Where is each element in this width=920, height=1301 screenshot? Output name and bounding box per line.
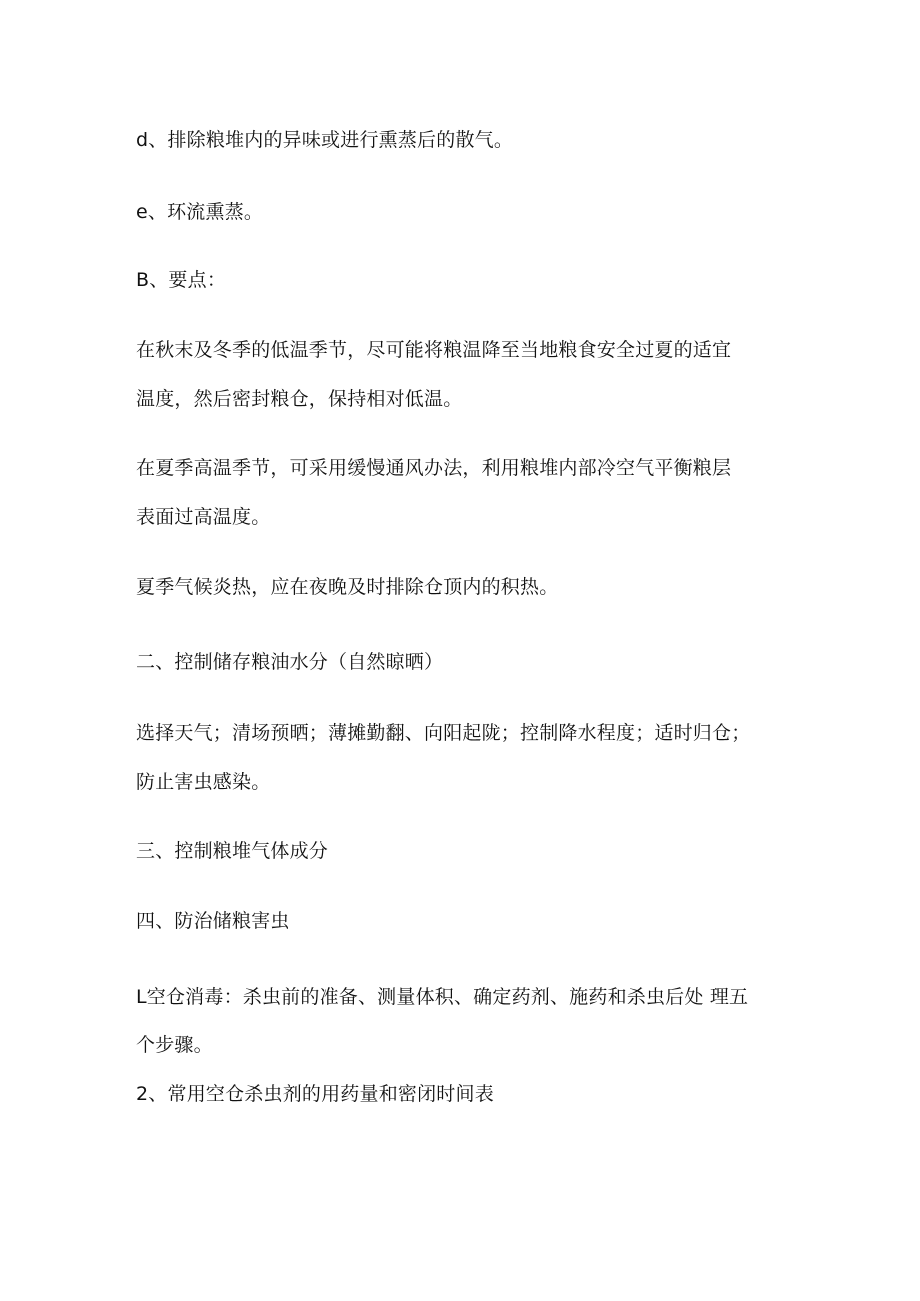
text-line-autumn-winter-1: 在秋末及冬季的低温季节，尽可能将粮温降至当地粮食安全过夏的适宜: [136, 339, 732, 361]
text-line-autumn-winter-2: 温度，然后密封粮仓，保持相对低温。: [136, 388, 463, 410]
section-heading-gas-composition: 三、控制粮堆气体成分: [136, 840, 329, 862]
text-line-drying-steps-1: 选择天气；清场预晒；薄摊勤翻、向阳起陇；控制降水程度；适时归仓；: [136, 722, 751, 744]
text-line-empty-warehouse-2: 个步骤。: [136, 1034, 213, 1056]
text-line-circulation-fumigation: e、环流熏蒸。: [136, 201, 264, 223]
section-heading-pest-control: 四、防治储粮害虫: [136, 910, 290, 932]
text-line-summer-ventilation-2: 表面过高温度。: [136, 506, 271, 528]
text-line-drying-steps-2: 防止害虫感染。: [136, 771, 271, 793]
text-line-summer-ventilation-1: 在夏季高温季节，可采用缓慢通风办法，利用粮堆内部冷空气平衡粮层: [136, 457, 732, 479]
section-heading-moisture-control: 二、控制储存粮油水分（自然晾晒）: [136, 651, 444, 673]
text-line-summer-night-heat: 夏季气候炎热，应在夜晚及时排除仓顶内的积热。: [136, 576, 559, 598]
text-line-insecticide-table-title: 2、常用空仓杀虫剂的用药量和密闭时间表: [136, 1083, 494, 1105]
text-line-key-points-heading: B、要点：: [136, 269, 227, 291]
text-line-empty-warehouse-1: L空仓消毒：杀虫前的准备、测量体积、确定药剂、施药和杀虫后处 理五: [136, 986, 749, 1008]
text-line-fumigation-venting: d、排除粮堆内的异味或进行熏蒸后的散气。: [136, 129, 514, 151]
